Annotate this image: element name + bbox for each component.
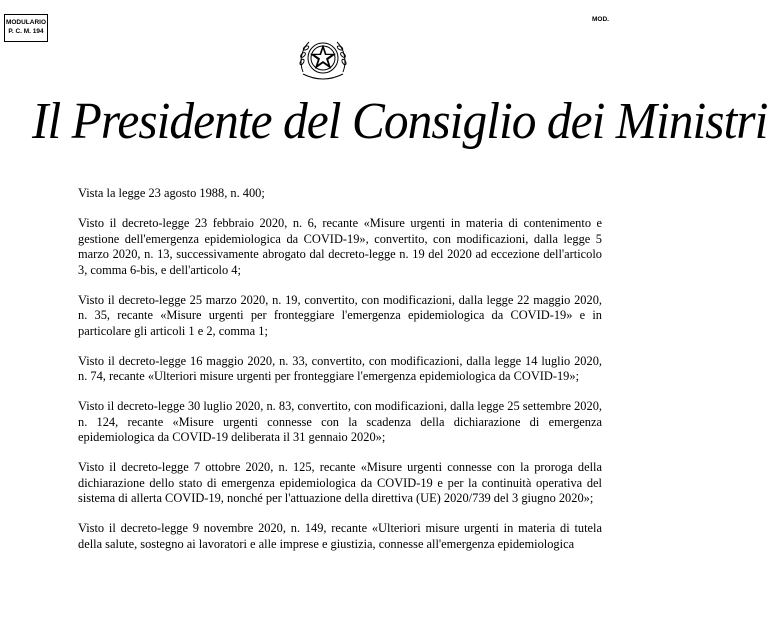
modulario-label-box [4,14,48,42]
paragraph: Visto il decreto-legge 16 maggio 2020, n. 33, convertito, con modificazioni, dalla legge 14 luglio 2020, n. 74, recante «Ulteriori misure urgenti per fronteggiare l'emergenza epidemiologica da COVID-19»; [78,353,602,383]
paragraph: Visto il decreto-legge 7 ottobre 2020, n. 125, recante «Misure urgenti connesse con la proroga della dichiarazione dello stato di emergenza epidemiologica da COVID-19 e per la continuità operativa del sistema di allerta COVID-19, nonché per l'attuazione della direttiva (UE) 2020/739 del 3 giugno 2020»; [78,460,602,505]
paragraph: Visto il decreto-legge 30 luglio 2020, n. 83, convertito, con modificazioni, dalla legge 25 settembre 2020, n. 124, recante «Misure urgenti connesse con la scadenza della dichiarazione di emergenza epidemiologica da COVID-19 deliberata il 31 gennaio 2020»; [78,399,602,444]
paragraph: Visto il decreto-legge 9 novembre 2020, n. 149, recante «Ulteriori misure urgenti in materia di tutela della salute, sostegno ai lavoratori e alle imprese e giustizia, connesse all'emergenza epidemiologica [78,521,602,551]
page-title: Il Presidente del Consiglio dei Ministri [32,93,767,150]
document-body [78,186,602,567]
italian-republic-emblem-icon [293,28,353,88]
paragraph: Vista la legge 23 agosto 1988, n. 400; [78,186,265,200]
modulario-label: MODULARIO [5,19,47,26]
mod-label-right: MOD. [592,16,609,23]
paragraph: Visto il decreto-legge 23 febbraio 2020, n. 6, recante «Misure urgenti in materia di contenimento e gestione dell'emergenza epidemiologica da COVID-19», convertito, con modificazioni, dalla legge 5 marzo 2020, n. 13, successivamente abrogato dal decreto-legge n. 19 del 2020 ad eccezione dell'articolo 3, comma 6-bis, e dell'articolo 4; [78,216,602,277]
pcm-form-number: P. C. M. 194 [8,28,44,35]
paragraph: Visto il decreto-legge 25 marzo 2020, n. 19, convertito, con modificazioni, dalla legge 22 maggio 2020, n. 35, recante «Misure urgenti per fronteggiare l'emergenza epidemiologica da COVID-19» e in particolare gli articoli 1 e 2, comma 1; [78,292,602,338]
